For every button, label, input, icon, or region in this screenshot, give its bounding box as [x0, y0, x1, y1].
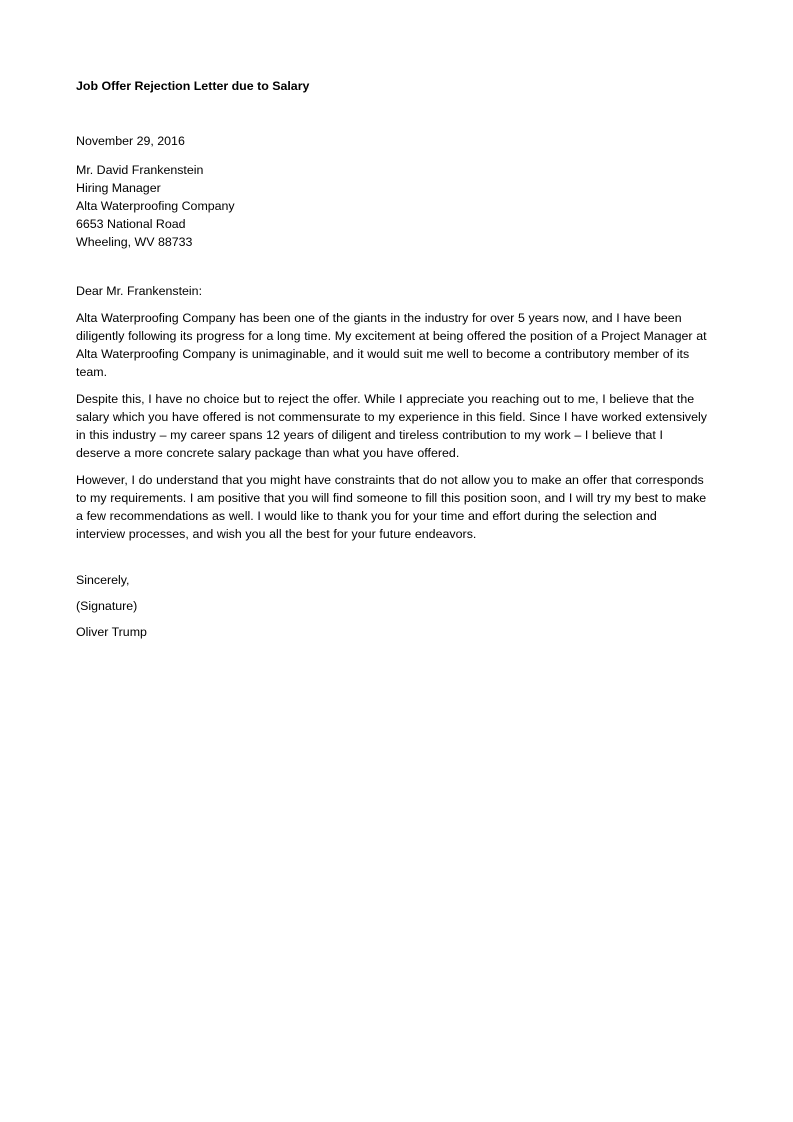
paragraph-2: Despite this, I have no choice but to reject the offer. While I appreciate you reaching out to me, I believe that the salary which you have offered is not commensurate to my experience in this field. Since I have worked extensively in this industry – my career spans 12 years of diligent and tireless contribution to my work – I believe that I deserve a more concrete salary package than what you have offered. — [76, 392, 707, 460]
recipient-company: Alta Waterproofing Company — [76, 199, 235, 213]
salutation: Dear Mr. Frankenstein: — [76, 284, 203, 298]
letter-body — [76, 77, 708, 641]
recipient-position: Hiring Manager — [76, 181, 161, 195]
signature-placeholder: (Signature) — [76, 599, 138, 613]
paragraph-3: However, I do understand that you might have constraints that do not allow you to make an offer that corresponds to my requirements. I am positive that you will find someone to fill this position soon, and I will try my best to make a few recommendations as well. I would like to thank you for your time and effort during the selection and interview processes, and wish you all the best for your future endeavors. — [76, 473, 707, 541]
paragraph-1: Alta Waterproofing Company has been one of the giants in the industry for over 5 years now, and I have been diligently following its progress for a long time. My excitement at being offered the position of a Project Manager at Alta Waterproofing Company is unimaginable, and it would suit me well to become a contributory member of its team. — [76, 311, 707, 379]
recipient-street: 6653 National Road — [76, 217, 186, 231]
closing: Sincerely, — [76, 573, 130, 587]
recipient-address — [76, 161, 708, 251]
recipient-city: Wheeling, WV 88733 — [76, 235, 193, 249]
letter-date: November 29, 2016 — [76, 134, 185, 148]
sender-name: Oliver Trump — [76, 625, 147, 639]
recipient-name: Mr. David Frankenstein — [76, 163, 204, 177]
letter-title: Job Offer Rejection Letter due to Salary — [76, 79, 310, 93]
